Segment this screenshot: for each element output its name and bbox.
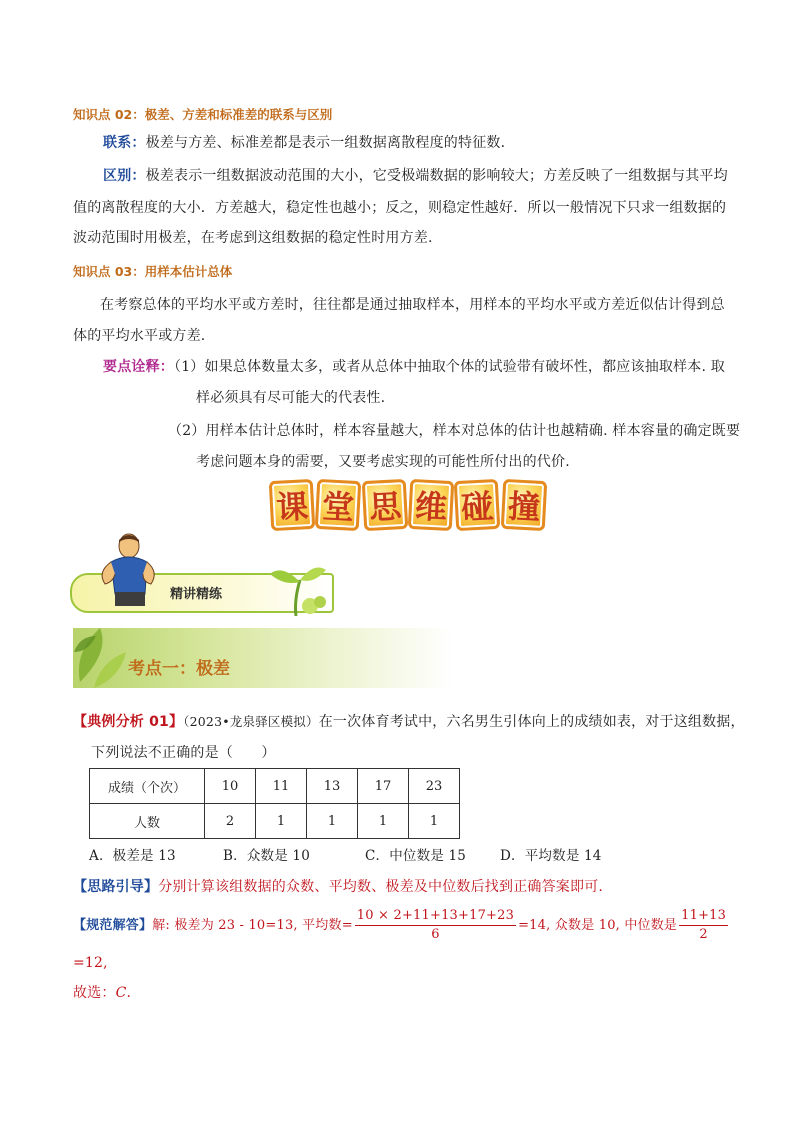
difference-line-1	[103, 166, 728, 186]
table-cell: 1	[256, 804, 307, 839]
table-cell: 1	[409, 804, 460, 839]
banner-char: 课	[269, 479, 316, 531]
solution-prefix: 解: 极差为 23 - 10=13, 平均数=	[152, 918, 353, 933]
section03-para-line-2: 体的平均水平或方差.	[73, 328, 206, 344]
table-cell: 1	[358, 804, 409, 839]
keypoint-1-line-2: 样必须具有尽可能大的代表性.	[196, 390, 386, 406]
difference-line-3: 波动范围时用极差，在考虑到这组数据的稳定性时用方差.	[73, 230, 433, 246]
mean-fraction	[355, 907, 516, 944]
option-b: B．众数是 10	[223, 848, 310, 864]
relation-label: 联系：	[103, 135, 146, 151]
table-cell: 1	[307, 804, 358, 839]
solution-mid: =14, 众数是 10, 中位数是	[518, 918, 678, 933]
keypoint-2-line-1: （2）用样本估计总体时，样本容量越大，样本对总体的估计也越精确. 样本容量的确定既要	[168, 423, 741, 439]
example-stem-line-2: 下列说法不正确的是（ ）	[91, 745, 276, 761]
banner-char: 堂	[315, 479, 362, 531]
muscle-man-illustration	[93, 532, 163, 610]
option-d: D．平均数是 14	[500, 848, 602, 864]
banner-char: 思	[361, 479, 408, 531]
sprout-icon	[262, 560, 332, 618]
mean-numerator: 10 × 2+11+13+17+23	[355, 907, 516, 926]
score-table	[89, 768, 460, 839]
keypoint-2-line-2: 考虑问题本身的需要，又要考虑实现的可能性所付出的代价.	[196, 454, 570, 470]
answer-prefix: 故选：	[73, 985, 116, 1001]
solution-tag: 【规范解答】	[73, 918, 153, 933]
section02-heading: 知识点 02：极差、方差和标准差的联系与区别	[73, 107, 333, 122]
table-cell: 2	[205, 804, 256, 839]
topic-title: 考点一：极差	[128, 659, 230, 679]
practice-bar-label: 精讲精练	[170, 587, 223, 602]
answer-line	[73, 983, 131, 1003]
banner-char: 撞	[500, 479, 547, 531]
banner-char: 维	[408, 479, 455, 531]
relation-text: 极差与方差、标准差都是表示一组数据离散程度的特征数．	[145, 135, 515, 151]
difference-label: 区别：	[103, 168, 146, 184]
difference-line-2: 值的离散程度的大小．方差越大，稳定性也越小；反之，则稳定性越好．所以一般情况下只求一组数据的	[73, 200, 727, 216]
keypoint-label: 要点诠释：	[103, 359, 174, 375]
table-row	[90, 804, 460, 839]
example-stem-line-1	[73, 712, 745, 732]
table-cell: 13	[307, 769, 358, 804]
example-tag: 【典例分析 01】	[73, 714, 184, 730]
hint-line	[73, 877, 603, 897]
option-c: C．中位数是 15	[365, 848, 467, 864]
solution-end: =12,	[73, 955, 108, 971]
hint-tag: 【思路引导】	[73, 879, 159, 895]
example-source: （2023•龙泉驿区模拟）	[183, 714, 319, 729]
relation-line	[103, 133, 515, 153]
keypoint-1-line-1	[103, 357, 725, 377]
section03-heading: 知识点 03：用样本估计总体	[73, 264, 233, 279]
example-stem-text-1: 在一次体育考试中，六名男生引体向上的成绩如表，对于这组数据，	[318, 714, 745, 730]
table-cell: 人数	[90, 804, 205, 839]
section03-para-line-1: 在考察总体的平均水平或方差时，往往都是通过抽取样本，用样本的平均水平或方差近似估计得到总	[100, 297, 725, 313]
mean-denominator: 6	[431, 927, 440, 942]
median-denominator: 2	[699, 927, 708, 942]
table-row	[90, 769, 460, 804]
table-cell: 成绩（个次）	[90, 769, 205, 804]
table-cell: 23	[409, 769, 460, 804]
solution-line	[73, 906, 730, 946]
table-cell: 11	[256, 769, 307, 804]
banner-char: 碰	[454, 479, 501, 531]
table-cell: 17	[358, 769, 409, 804]
median-fraction	[679, 907, 728, 944]
option-a: A．极差是 13	[89, 848, 176, 864]
leaf-decoration-icon	[70, 622, 130, 692]
table-cell: 10	[205, 769, 256, 804]
answer-choice: C	[115, 985, 127, 1001]
answer-suffix: .	[126, 985, 132, 1001]
median-numerator: 11+13	[679, 907, 728, 926]
difference-text-1: 极差表示一组数据波动范围的大小，它受极端数据的影响较大；方差反映了一组数据与其平均	[145, 168, 728, 184]
classroom-banner	[270, 480, 546, 528]
hint-text: 分别计算该组数据的众数、平均数、极差及中位数后找到正确答案即可.	[158, 879, 604, 895]
keypoint-1-text: （1）如果总体数量太多，或者从总体中抽取个体的试验带有破坏性，都应该抽取样本. 取	[174, 359, 726, 375]
